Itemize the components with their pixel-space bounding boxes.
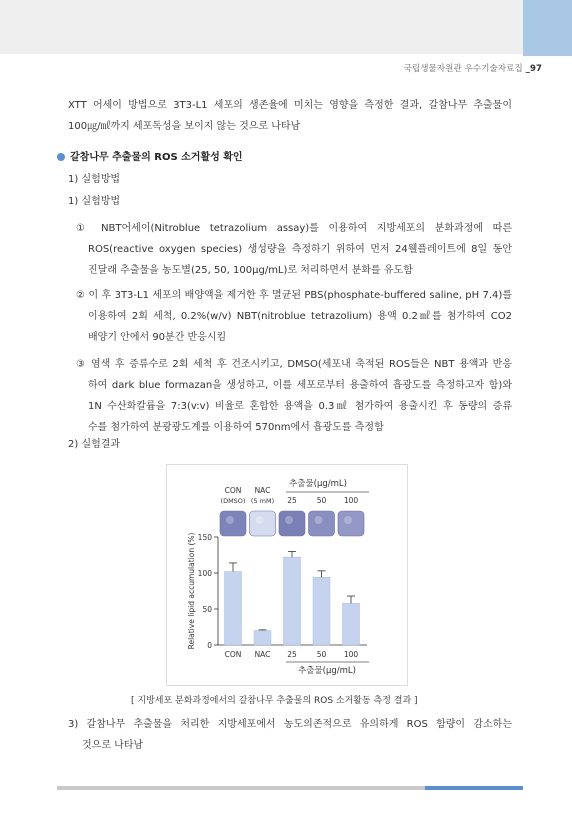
well-highlight	[256, 516, 264, 524]
step1-line-3: 진달래 추출물을 농도별(25, 50, 100μg/mL)로 처리하면서 분화를 유도함	[88, 265, 413, 276]
x-axis-label: 추출물(μg/mL)	[298, 666, 356, 676]
bar	[254, 631, 271, 645]
bar	[225, 572, 242, 645]
section-title: 갈참나무 추출물의 ROS 소거활성 확인	[70, 152, 243, 163]
y-tick-label: 150	[197, 533, 212, 542]
well-image	[220, 511, 246, 536]
bar	[313, 577, 330, 645]
step1-line-1: ① NBT어세이(Nitroblue tetrazolium assay)를 이용하여 지방세포의 분화과정에 따른	[76, 223, 512, 234]
well-image	[279, 511, 305, 536]
well-image	[309, 511, 335, 536]
intro-line-2: 100㎍/㎖까지 세포독성을 보이지 않는 것으로 나타남	[68, 121, 301, 132]
well-highlight	[285, 516, 293, 524]
step3-line-2: 하여 dark blue formazan을 생성하고, 이를 세포로부터 용출하여 흡광도를 측정하고자 함)와	[88, 380, 512, 391]
header-dose-label: 25	[287, 496, 297, 505]
page-number: _97	[525, 64, 542, 74]
x-tick-label: 50	[316, 650, 327, 659]
header-nac-label: NAC	[254, 486, 271, 495]
well-highlight	[226, 516, 234, 524]
intro-line-1: XTT 어세이 방법으로 3T3-L1 세포의 생존율에 미치는 영향을 측정한 결과, 갈참나무 추출물이	[68, 100, 512, 111]
x-tick-label: NAC	[254, 650, 271, 659]
header-accent-line	[523, 54, 572, 56]
step1-line-2: ROS(reactive oxygen species) 생성량을 측정하기 위하여 먼저 24웰플레이트에 8일 동안	[88, 244, 512, 255]
header-band	[0, 0, 572, 54]
step2-line-3: 배양기 안에서 90분간 반응시킴	[88, 332, 227, 343]
section-bullet-icon	[57, 153, 65, 161]
well-highlight	[315, 516, 323, 524]
step2-line-2: 이용하여 2회 세척, 0.2%(w/v) NBT(nitroblue tetrazolium) 용액 0.2㎖를 첨가하여 CO2	[88, 311, 512, 322]
x-tick-label: 100	[343, 650, 359, 659]
header-accent-block	[523, 0, 572, 54]
header-dose-label: 50	[316, 496, 327, 505]
well-image	[250, 511, 276, 536]
sub-heading-2: 1) 실험방법	[68, 196, 121, 207]
header-extract-label: 추출물(μg/mL)	[289, 479, 347, 489]
footer-rule-gray	[57, 786, 425, 790]
y-tick-label: 0	[207, 641, 212, 650]
y-tick-label: 50	[202, 605, 212, 614]
bar	[343, 603, 360, 645]
header-con-label: CON	[224, 486, 242, 495]
y-tick-label: 100	[197, 569, 212, 578]
bar	[284, 557, 301, 645]
y-axis-label: Relative lipid accumulation (%)	[187, 532, 196, 650]
running-head	[404, 62, 542, 74]
running-head-title: 국립생물자원관 우수기술자료집	[403, 64, 523, 74]
header-nac-sub: (5 mM)	[250, 497, 275, 505]
figure-caption: [ 지방세포 분화과정에서의 갈참나무 추출물의 ROS 소거활동 측정 결과 ]	[131, 696, 418, 706]
step2-line-1: ② 이 후 3T3-L1 세포의 배양액을 제거한 후 멸균된 PBS(phosphate-buffered saline, pH 7.4)를	[76, 290, 512, 301]
header-dose-label: 100	[343, 496, 359, 505]
well-image	[338, 511, 364, 536]
x-tick-label: 25	[287, 650, 297, 659]
step3-line-1: ③ 염색 후 증류수로 2회 세척 후 건조시키고, DMSO(세포내 축적된 ROS들은 NBT 용액과 반응	[76, 359, 512, 370]
step3-line-4: 수를 첨가하여 분광광도계를 이용하여 570nm에서 흡광도를 측정함	[88, 422, 384, 433]
conclusion-line-1: 3) 갈참나무 추출물을 처리한 지방세포에서 농도의존적으로 유의하게 ROS 함량이 감소하는	[68, 719, 512, 730]
step3-line-3: 1N 수산화칼륨을 7:3(v:v) 비율로 혼합한 용액을 0.3㎖ 첨가하여 용출시킨 후 동량의 증류	[88, 401, 512, 412]
conclusion-line-2: 것으로 나타남	[82, 740, 144, 751]
header-con-sub: (DMSO)	[220, 497, 246, 505]
bar-chart	[167, 465, 407, 685]
results-heading: 2) 실험결과	[68, 439, 121, 450]
figure-box	[166, 464, 408, 686]
sub-heading-1: 1) 실험방법	[68, 174, 121, 185]
well-highlight	[344, 516, 352, 524]
footer-rule-blue	[425, 786, 523, 790]
x-tick-label: CON	[224, 650, 242, 659]
